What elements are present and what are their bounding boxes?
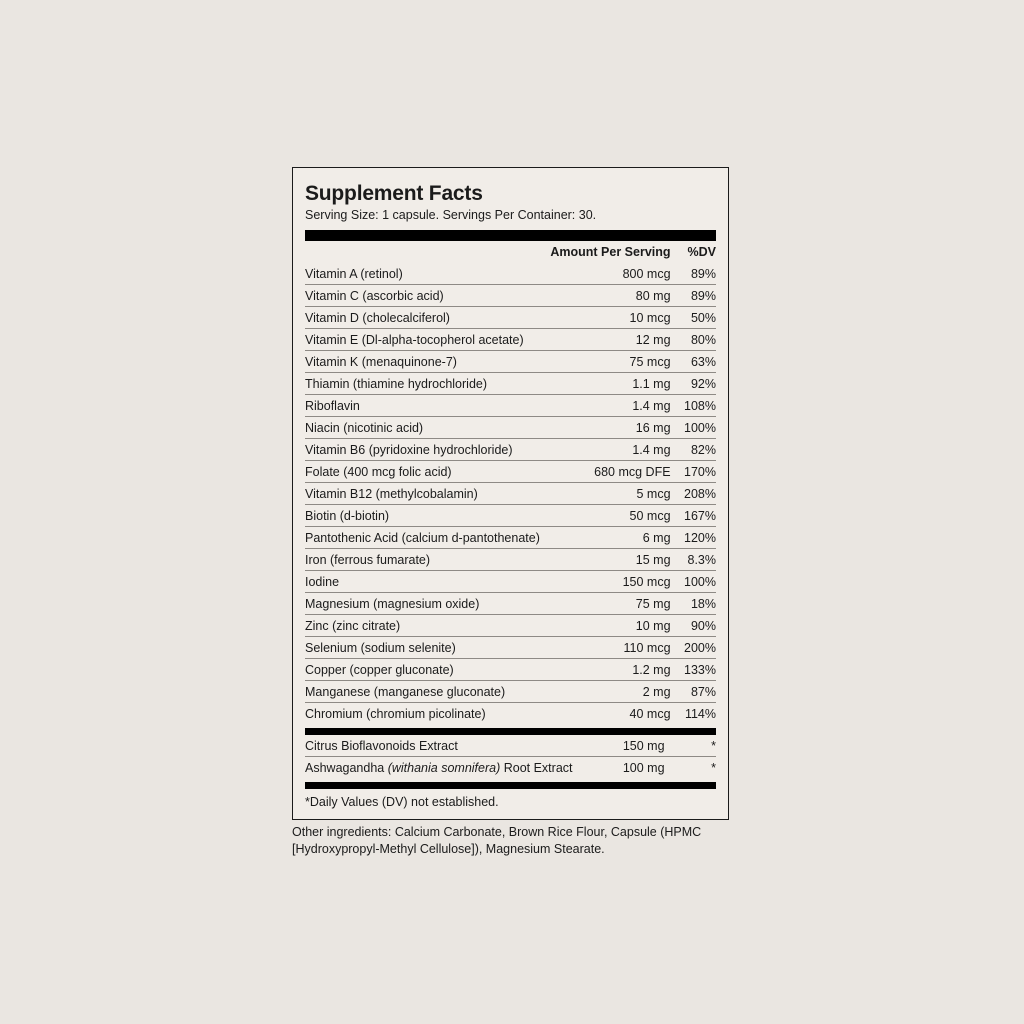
column-header-dv: %DV <box>687 245 716 260</box>
nutrient-name: Pantothenic Acid (calcium d-pantothenate) <box>305 527 550 549</box>
nutrient-dv: 89% <box>671 285 716 307</box>
table-row <box>305 505 716 527</box>
nutrient-dv: 8.3% <box>671 549 716 571</box>
table-header <box>305 241 716 263</box>
divider-medium-bottom <box>305 782 716 789</box>
table-row <box>305 373 716 395</box>
nutrient-amount: 12 mg <box>550 329 670 351</box>
nutrient-name: Iodine <box>305 571 550 593</box>
nutrient-dv: 87% <box>671 681 716 703</box>
botanical-latin-name: (withania somnifera) <box>387 760 501 775</box>
table-row <box>305 263 716 285</box>
nutrient-amount: 680 mcg DFE <box>550 461 670 483</box>
nutrient-dv: 114% <box>671 703 716 725</box>
nutrient-dv: 89% <box>690 266 716 281</box>
botanicals-table <box>305 735 716 778</box>
nutrient-amount: 50 mcg <box>550 505 670 527</box>
table-row <box>305 757 716 779</box>
nutrient-name: Biotin (d-biotin) <box>305 505 550 527</box>
table-row <box>305 417 716 439</box>
botanical-dv: * <box>665 757 716 779</box>
nutrient-name: Riboflavin <box>305 395 550 417</box>
nutrient-name: Selenium (sodium selenite) <box>305 637 550 659</box>
divider-medium <box>305 728 716 735</box>
nutrient-dv: 208% <box>671 483 716 505</box>
botanical-amount: 100 mg <box>573 757 665 779</box>
nutrient-amount: 1.4 mg <box>550 439 670 461</box>
nutrient-name: Iron (ferrous fumarate) <box>305 549 550 571</box>
table-row <box>305 395 716 417</box>
nutrient-name: Niacin (nicotinic acid) <box>305 417 550 439</box>
nutrient-dv: 50% <box>671 307 716 329</box>
table-row <box>305 483 716 505</box>
nutrient-dv: 80% <box>671 329 716 351</box>
nutrient-name: Vitamin K (menaquinone-7) <box>305 351 550 373</box>
botanical-name-pre: Ashwagandha <box>305 760 388 775</box>
table-row <box>305 329 716 351</box>
supplement-facts-panel <box>292 167 729 820</box>
botanical-name-post: Root Extract <box>500 760 573 775</box>
table-row <box>305 461 716 483</box>
table-header-row <box>305 241 716 263</box>
nutrient-dv: 18% <box>671 593 716 615</box>
botanicals-table-body <box>305 735 716 778</box>
nutrient-name: Folate (400 mcg folic acid) <box>305 461 550 483</box>
nutrient-dv: 92% <box>671 373 716 395</box>
other-ingredients: Other ingredients: Calcium Carbonate, Brown Rice Flour, Capsule (HPMC [Hydroxypropyl-Methyl Cellulose]), Magnesium Stearate. <box>292 825 702 856</box>
nutrient-amount: 15 mg <box>550 549 670 571</box>
table-row <box>305 681 716 703</box>
nutrient-name: Copper (copper gluconate) <box>305 659 550 681</box>
table-row <box>305 637 716 659</box>
nutrient-dv: 100% <box>671 417 716 439</box>
serving-info: Serving Size: 1 capsule. Servings Per Container: 30. <box>305 208 597 223</box>
nutrient-name: Chromium (chromium picolinate) <box>305 703 550 725</box>
botanical-name-pre: Citrus Bioflavonoids Extract <box>305 738 458 753</box>
nutrient-amount: 75 mg <box>550 593 670 615</box>
nutrient-amount: 1.4 mg <box>550 395 670 417</box>
nutrient-amount: 6 mg <box>550 527 670 549</box>
nutrient-dv: 167% <box>671 505 716 527</box>
panel-title: Supplement Facts <box>305 182 483 205</box>
table-row <box>305 659 716 681</box>
nutrient-name: Vitamin D (cholecalciferol) <box>305 307 550 329</box>
nutrient-amount: 2 mg <box>550 681 670 703</box>
nutrient-amount: 1.2 mg <box>550 659 670 681</box>
table-row <box>305 615 716 637</box>
daily-value-footnote: *Daily Values (DV) not established. <box>305 795 499 810</box>
nutrient-dv: 90% <box>671 615 716 637</box>
table-row <box>305 703 716 725</box>
nutrient-name: Zinc (zinc citrate) <box>305 615 550 637</box>
column-header-name <box>305 241 550 263</box>
nutrient-name: Vitamin E (Dl-alpha-tocopherol acetate) <box>305 329 550 351</box>
table-row <box>305 571 716 593</box>
nutrient-dv: 170% <box>671 461 716 483</box>
nutrient-name: Thiamin (thiamine hydrochloride) <box>305 373 550 395</box>
table-row <box>305 307 716 329</box>
nutrient-dv: 82% <box>671 439 716 461</box>
nutrient-amount: 16 mg <box>550 417 670 439</box>
nutrient-dv: 133% <box>671 659 716 681</box>
nutrients-table-body <box>305 263 716 724</box>
nutrient-amount: 10 mg <box>550 615 670 637</box>
botanical-name <box>305 757 573 779</box>
nutrient-amount: 5 mcg <box>550 483 670 505</box>
nutrient-dv: 120% <box>671 527 716 549</box>
nutrient-amount: 75 mcg <box>550 351 670 373</box>
table-row <box>305 285 716 307</box>
botanical-amount: 150 mg <box>622 738 665 753</box>
nutrient-name: Vitamin A (retinol) <box>305 266 403 281</box>
botanical-dv: * <box>711 738 716 753</box>
table-row <box>305 549 716 571</box>
nutrient-name: Manganese (manganese gluconate) <box>305 681 550 703</box>
nutrient-amount: 10 mcg <box>550 307 670 329</box>
nutrient-dv: 63% <box>671 351 716 373</box>
nutrient-dv: 100% <box>671 571 716 593</box>
nutrient-name: Vitamin B12 (methylcobalamin) <box>305 483 550 505</box>
nutrient-amount: 800 mcg <box>622 266 671 281</box>
nutrient-amount: 40 mcg <box>550 703 670 725</box>
table-row <box>305 735 716 757</box>
table-row <box>305 439 716 461</box>
column-header-amount: Amount Per Serving <box>550 245 671 260</box>
nutrient-amount: 1.1 mg <box>550 373 670 395</box>
table-row <box>305 527 716 549</box>
nutrient-amount: 150 mcg <box>550 571 670 593</box>
nutrient-dv: 200% <box>671 637 716 659</box>
divider-thick-top <box>305 230 716 241</box>
botanical-name <box>305 735 573 757</box>
nutrient-name: Vitamin B6 (pyridoxine hydrochloride) <box>305 439 550 461</box>
nutrient-amount: 80 mg <box>550 285 670 307</box>
table-row <box>305 593 716 615</box>
nutrient-amount: 110 mcg <box>550 637 670 659</box>
nutrient-dv: 108% <box>671 395 716 417</box>
nutrients-table <box>305 241 716 724</box>
nutrient-name: Vitamin C (ascorbic acid) <box>305 285 550 307</box>
nutrient-name: Magnesium (magnesium oxide) <box>305 593 550 615</box>
table-row <box>305 351 716 373</box>
